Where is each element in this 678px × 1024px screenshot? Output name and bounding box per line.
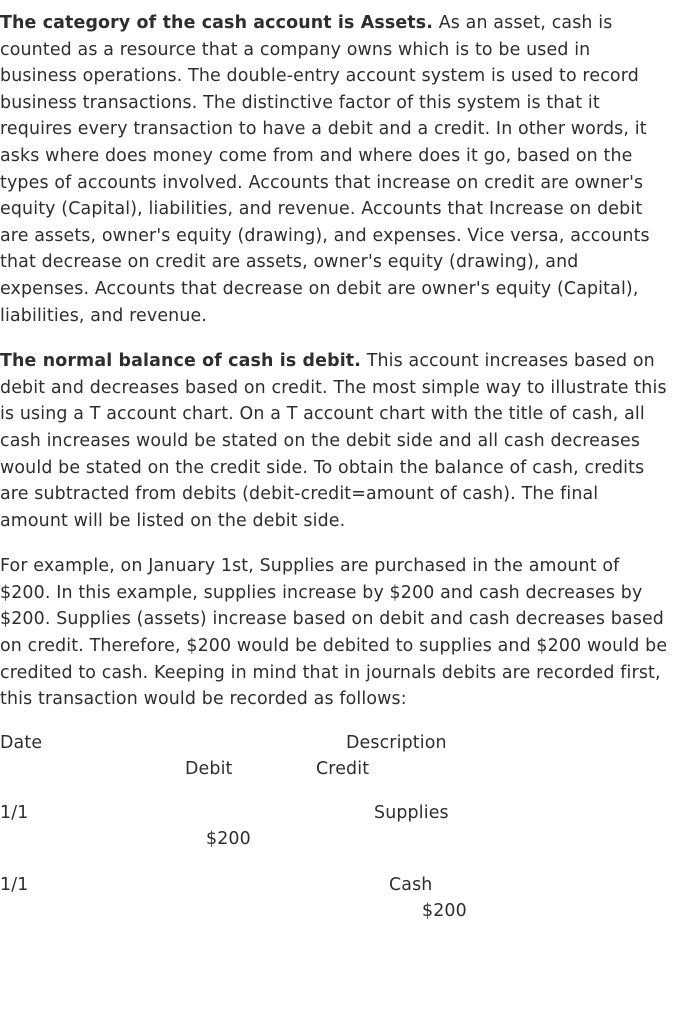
journal-header-description: Description	[346, 732, 447, 753]
paragraph-lead: The category of the cash account is Assets.	[0, 13, 434, 33]
paragraph-text: This account increases based on debit and decreases based on credit. The most simple way to illustrate this is using a T account chart. On a T account chart with the title of cash, all cash increases would be stated on the debit side and all cash decreases would be stated on the credit side. To obtain the balance of cash, credits are subtracted from debits (debit-credit=amount of cash). The final amount will be listed on the debit side.	[0, 351, 667, 531]
journal-row-2-credit: $200	[422, 900, 467, 921]
journal-header-debit: Debit	[185, 758, 233, 779]
journal-header-date: Date	[0, 732, 43, 753]
paragraph-example	[0, 553, 670, 713]
journal-row-1-date: 1/1	[0, 802, 29, 823]
paragraph-text: As an asset, cash is counted as a resource that a company owns which is to be used in business operations. The double-entry account system is used to record business transactions. The distinctive factor of this system is that it requires every transaction to have a debit and a credit. In other words, it asks where does money come from and where does it go, based on the types of accounts involved. Accounts that increase on credit are owner's equity (Capital), liabilities, and revenue. Accounts that Increase on debit are assets, owner's equity (drawing), and expenses. Vice versa, accounts that decrease on credit are assets, owner's equity (drawing), and expenses. Accounts that decrease on debit are owner's equity (Capital), liabilities, and revenue.	[0, 13, 650, 326]
journal-row-2-date: 1/1	[0, 874, 29, 895]
paragraph-lead: The normal balance of cash is debit.	[0, 351, 362, 372]
paragraph-text: For example, on January 1st, Supplies are purchased in the amount of $200. In this example, supplies increase by $200 and cash decreases by $200. Supplies (assets) increase based on debit and cash decreases based on credit. Therefore, $200 would be debited to supplies and $200 would be credited to cash. Keeping in mind that in journals debits are recorded first, this transaction would be recorded as follows:	[0, 556, 668, 710]
journal-row-2-description: Cash	[389, 874, 433, 895]
journal-row-1-debit: $200	[206, 828, 251, 849]
article-body	[0, 10, 670, 932]
paragraph-cash-category	[0, 10, 670, 329]
journal-header-credit: Credit	[316, 758, 370, 779]
journal-entry-table	[0, 732, 678, 932]
paragraph-normal-balance	[0, 348, 670, 534]
journal-row-1-description: Supplies	[374, 802, 449, 823]
